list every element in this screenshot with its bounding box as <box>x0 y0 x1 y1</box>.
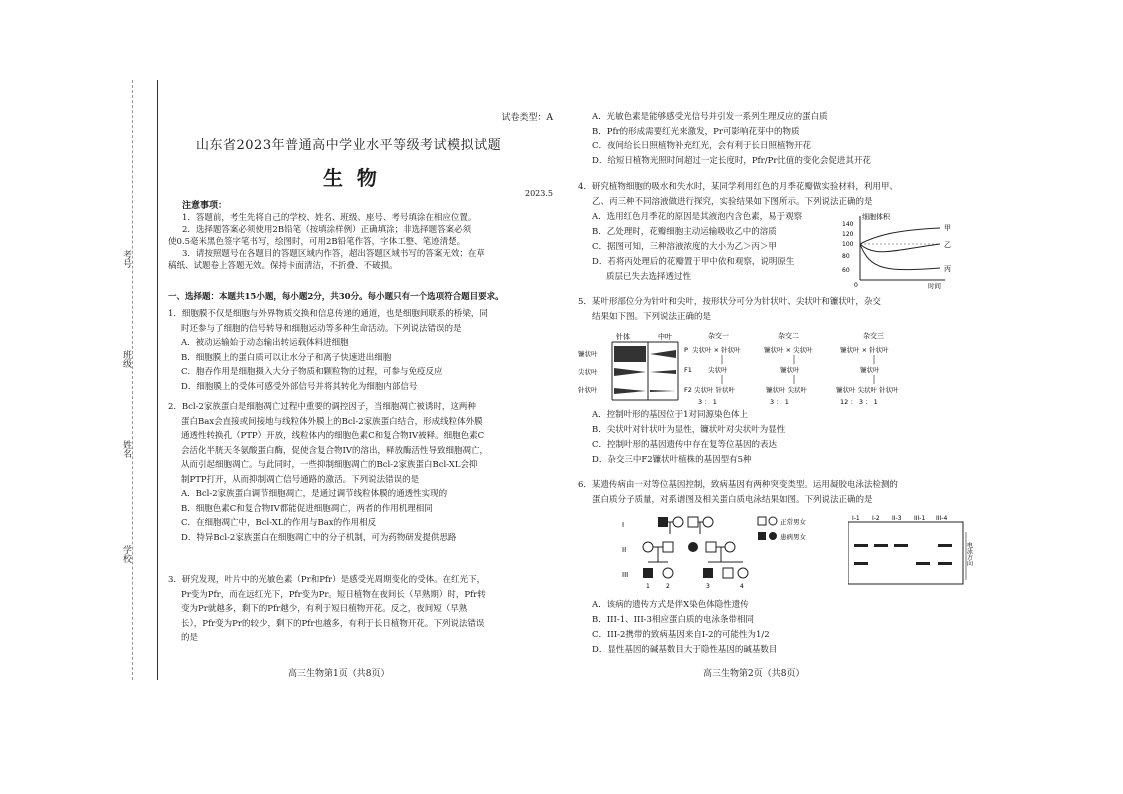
series-label-yi: 乙 <box>944 241 951 249</box>
leaf-shape <box>614 388 646 394</box>
ind-number: 1 <box>646 583 650 590</box>
legend-normal-female <box>769 517 777 525</box>
gel-band <box>854 562 868 565</box>
cross2-p: 镰状叶 × 尖状叶 <box>764 346 813 354</box>
q6-option-d: D．显性基因的碱基数目大于隐性基因的碱基数目 <box>592 645 778 655</box>
ind-number: 4 <box>740 583 744 590</box>
q5-option-b: B．尖状叶对针状叶为显性，镰状叶对尖状叶为显性 <box>592 425 786 435</box>
leaf-shape <box>650 390 676 392</box>
q5-options <box>578 408 1058 468</box>
gen-label: P <box>684 346 688 354</box>
notes-item: 使0.5毫米黑色签字笔书写，绘图时，可用2B铅笔作答，字体工整、笔迹清楚。 <box>168 237 466 247</box>
leaf-shape <box>614 346 646 362</box>
ind-number: 3 <box>706 583 710 590</box>
q2-stem: 2．Bcl-2家族蛋白是细胞凋亡过程中重要的调控因子，当细胞凋亡被诱时，这两种 <box>168 402 476 412</box>
gel-band <box>874 544 888 547</box>
q2-stem: 从而引起细胞凋亡。与此同时，一些抑制细胞凋亡的Bcl-2家族蛋白Bcl-XL会抑 <box>181 460 478 470</box>
chart-tick: 100 <box>842 241 854 248</box>
q1-option-d: D．细胞膜上的受体可感受外部信号并将其转化为细胞内部信号 <box>181 381 418 392</box>
normal-male <box>723 568 733 578</box>
notes-item: 2．选择题答案必须使用2B铅笔（按填涂样例）正确填涂；非选择题答案必须 <box>182 225 472 235</box>
q1-stem: 1．细胞膜不仅是细胞与外界物质交换和信息传递的通道，也是细胞间联系的桥梁，同 <box>168 309 488 319</box>
q4-option-d-cont: 质层已失去选择透过性 <box>606 272 692 282</box>
q1-option-b: B．细胞膜上的蛋白质可以让水分子和离子快速进出细胞 <box>181 352 392 363</box>
row-label: 镰状叶 <box>578 350 598 358</box>
normal-female <box>703 517 713 527</box>
paper-type: 试卷类型：A <box>501 113 553 123</box>
leaf-shape <box>650 370 676 374</box>
leaf-shape <box>650 350 676 358</box>
q4-option-d: D．若将丙处理后的花瓣置于甲中依和观察，说明原生 <box>592 257 795 267</box>
generation-label: I <box>622 521 625 529</box>
legend-affected-female <box>769 532 777 540</box>
q6-gel <box>848 512 978 592</box>
normal-female <box>663 568 673 578</box>
section-heading: 一、选择题：本题共15小题，每小题2分，共30分。每小题只有一个选项符合题目要求。 <box>168 292 504 302</box>
chart-xlabel: 时间 <box>928 282 941 290</box>
legend-normal-male <box>758 517 766 525</box>
binding-strip <box>110 200 140 580</box>
q3-options <box>578 110 1058 168</box>
leaf-col1: 针体 <box>616 333 630 341</box>
q3-stem: 长），Pfr变为Pr的较少，剩下的Pfr也越多，有利于长日植物开花。下列说法错误 <box>181 618 485 629</box>
cross2-ratio: 3 ： 1 <box>770 398 789 406</box>
footer-left: 高三生物第1页（共8页） <box>288 669 390 679</box>
binding-label-class: 班级 <box>121 350 131 368</box>
question-2 <box>168 400 558 545</box>
q4-option-b: B．乙处理时，花瓣细胞主动运输吸收乙中的溶质 <box>592 227 777 237</box>
normal-male <box>706 542 716 552</box>
series-label-jia: 甲 <box>944 224 951 232</box>
q4-stem: 4．研究植物细胞的吸水和失水时，某同学利用红色的月季花瓣做实验材料，利用甲、 <box>578 182 898 192</box>
binding-label-name: 姓名 <box>121 440 131 458</box>
q1-stem: 时还参与了细胞的信号转导和细胞运动等多种生命活动。下列说法错误的是 <box>181 323 462 334</box>
q4-option-a: A．选用红色月季花的原因是其液泡内含色素，易于观察 <box>592 212 803 222</box>
chart-tick: 140 <box>842 221 854 228</box>
ind-number: 2 <box>666 583 670 590</box>
exam-date: 2023.5 <box>525 189 553 198</box>
q2-stem: 蛋白Bax会直接或间接地与线粒体外膜上的Bcl-2家族蛋白结合，形成线粒体外膜 <box>181 416 483 427</box>
normal-female <box>725 542 735 552</box>
exam-title: 山东省2023年普通高中学业水平等级考试模拟试题 <box>196 138 502 153</box>
q3-stem: 3．研究发现，叶片中的光敏色素（Pr和Pfr）是感受光周期变化的受体。在红光下， <box>168 575 486 585</box>
q2-option-d: D．特异Bcl-2家族蛋白在细胞凋亡中的分子机制，可为药物研发提供思路 <box>181 532 457 543</box>
gel-direction: 电泳方向 <box>965 542 973 566</box>
cross-title: 杂交二 <box>778 332 799 340</box>
cross2-f1: 镰状叶 <box>780 366 800 374</box>
leaf-shape <box>614 368 646 376</box>
margin-rule <box>157 80 158 680</box>
right-page <box>578 110 1078 685</box>
left-page <box>168 110 558 685</box>
normal-male <box>663 542 673 552</box>
cross1-f2: 尖状叶 针状叶 <box>694 386 736 394</box>
q5-cross-figure <box>578 330 938 410</box>
q6-option-b: B．III-1、III-3相应蛋白质的电泳条带相同 <box>592 615 754 625</box>
gel-lane: I-2 <box>872 515 880 522</box>
cross1-p: 尖状叶 × 针状叶 <box>692 346 741 354</box>
cross1-ratio: 3 ： 1 <box>698 398 717 406</box>
q5-option-c: C．控制叶形的基因遗传中存在复等位基因的表达 <box>592 440 778 450</box>
dashed-rule <box>132 80 133 680</box>
notes-heading: 注意事项： <box>182 201 228 211</box>
binding-label-school: 学校 <box>121 545 131 563</box>
gel-lane: III-1 <box>914 515 926 522</box>
chart-origin: 0 <box>854 282 858 289</box>
cross3-p: 镰状叶 × 针状叶 <box>840 346 889 354</box>
q6-stem: 6．某遗传病由一对等位基因控制，致病基因有两种突变类型。运用凝胶电泳法检测的 <box>578 480 898 490</box>
cross-title: 杂交一 <box>708 332 729 340</box>
q2-option-b: B．细胞色素C和复合物IV都能促进细胞凋亡，两者的作用机理相同 <box>181 503 433 514</box>
gel-lane: II-3 <box>892 515 902 522</box>
chart-ylabel: 细胞体积 <box>862 213 890 221</box>
row-label: 尖状叶 <box>578 368 598 376</box>
q3-option-d: D．给短日植物光照时间超过一定长度时，Pfr/Pr比值的变化会促进其开花 <box>592 155 871 166</box>
notes-item: 3．请按照题号在各题目的答题区域内作答，超出答题区域书写的答案无效；在草 <box>182 249 485 259</box>
legend-affected: 患病男女 <box>780 533 806 541</box>
question-4 <box>578 180 1078 285</box>
cross2-f2: 镰状叶 尖状叶 <box>766 386 808 394</box>
q6-option-c: C．III-2携带的致病基因来自I-2的可能性为1/2 <box>592 630 770 640</box>
gel-band <box>938 562 952 565</box>
series-label-bing: 丙 <box>944 265 951 273</box>
gen-label: F1 <box>684 366 692 374</box>
generation-label: II <box>622 546 627 554</box>
q4-stem: 乙、丙三种不同溶液做进行探究，实验结果如下图所示。下列说法正确的是 <box>592 197 873 207</box>
gel-lane: I-1 <box>852 515 860 522</box>
gel-band <box>938 544 952 547</box>
question-1 <box>168 307 558 394</box>
binding-label-exam-no: 考号 <box>121 250 131 268</box>
q6-stem: 蛋白质分子质量，对系谱图及相关蛋白质电泳结果如图。下列说法正确的是 <box>592 495 873 505</box>
cross3-ratio: 12 ： 3 ： 1 <box>840 398 878 406</box>
q3-stem: Pr变为Pfr，而在远红光下，Pfr变为Pr。短日植物在夜间长（早熟期）时，Pfr转 <box>181 589 486 600</box>
gel-band <box>894 544 908 547</box>
question-3 <box>168 573 558 646</box>
q4-option-c: C．据图可知，三种溶液浓度的大小为乙＞丙＞甲 <box>592 242 778 252</box>
q2-option-c: C．在细胞凋亡中，Bcl-XL的作用与Bax的作用相反 <box>181 518 377 528</box>
gel-band <box>854 544 868 547</box>
notes-item: 1．答题前，考生先将自己的学校、姓名、班级、座号、考号填涂在相应位置。 <box>182 213 477 223</box>
q2-stem: 会活化半胱天冬氨酸蛋白酶，促使含复合物IV的溶出，释放酶活性导致细胞凋亡， <box>181 445 488 456</box>
q5-option-a: A．控制叶形的基因位于1对同源染色体上 <box>592 410 749 420</box>
curve-bing <box>860 244 940 270</box>
chart-tick: 80 <box>842 253 850 260</box>
q2-option-a: A．Bcl-2家族蛋白调节细胞凋亡，是通过调节线粒体膜的通透性实现的 <box>181 489 448 499</box>
q5-option-d: D．杂交三中F2镰状叶植株的基因型有5种 <box>592 455 752 465</box>
legend-affected-male <box>758 532 766 540</box>
q5-stem: 结果如下图。下列说法正确的是 <box>592 312 712 322</box>
legend-normal: 正常男女 <box>780 518 806 526</box>
generation-label: III <box>622 571 629 579</box>
chart-tick: 60 <box>842 267 850 274</box>
q1-option-c: C．胞吞作用是细胞摄入大分子物质和颗粒物的过程，可参与免疫反应 <box>181 367 443 377</box>
affected-male <box>703 568 713 578</box>
q3-option-c: C．夜间给长日照植物补充红光，会有利于长日照植物开花 <box>592 141 812 151</box>
q6-options <box>578 598 1058 658</box>
question-6 <box>578 478 1078 508</box>
curve-jia <box>860 228 940 244</box>
leaf-col2: 中叶 <box>658 333 672 341</box>
subject-title: 生 物 <box>323 166 377 190</box>
gel-band <box>916 562 930 565</box>
normal-female <box>738 568 748 578</box>
cross3-f1: 镰状叶 <box>860 366 880 374</box>
q2-stem: 制PTP打开，从而抑制凋亡信号通路的激活。下列说法错误的是 <box>181 474 420 485</box>
q1-option-a: A．被动运输始于动态输出转运载体料进细胞 <box>181 338 349 348</box>
q3-stem: 的是 <box>181 633 199 643</box>
chart-tick: 120 <box>842 231 854 238</box>
q2-stem: 通透性转换孔（PTP）开放，线粒体内的细胞色素C和复合物IV被释。细胞色素C <box>181 431 485 441</box>
affected-female <box>688 542 698 552</box>
curve-yi <box>860 244 940 252</box>
notes-item: 稿纸、试题卷上答题无效。保持卡面清洁，不折叠、不破损。 <box>168 261 398 271</box>
cross3-f2: 镰状叶 尖状叶 针状叶 <box>836 386 899 394</box>
q6-option-a: A．该病的遗传方式是伴X染色体隐性遗传 <box>592 600 749 610</box>
gel-lane: III-4 <box>936 515 948 522</box>
q3-option-a: A．光敏色素是能够感受光信号并引发一系列生理反应的蛋白质 <box>592 112 828 122</box>
cross-title: 杂交三 <box>863 332 884 340</box>
q4-volume-chart <box>840 210 960 290</box>
normal-female <box>673 517 683 527</box>
normal-female <box>643 542 653 552</box>
footer-right: 高三生物第2页（共8页） <box>703 669 805 679</box>
question-5 <box>578 295 1078 325</box>
affected-male <box>643 568 653 578</box>
gen-label: F2 <box>684 386 692 394</box>
notes <box>168 200 558 272</box>
q6-pedigree <box>618 512 828 592</box>
q3-option-b: B．Pfr的形成需要红光来激发，Pr可影响花芽中的物质 <box>592 126 800 137</box>
row-label: 针状叶 <box>578 386 598 394</box>
affected-male <box>658 517 668 527</box>
cross1-f1: 尖状叶 <box>708 366 728 374</box>
q5-stem: 5．某叶形部位分为针叶和尖叶，按形状分可分为针状叶、尖状叶和镰状叶，杂交 <box>578 297 881 307</box>
q3-stem: 变为Pr就越多，剩下的Pfr越少，有利于短日植物开花。反之，夜间短（早熟 <box>181 604 468 614</box>
normal-male <box>688 517 698 527</box>
